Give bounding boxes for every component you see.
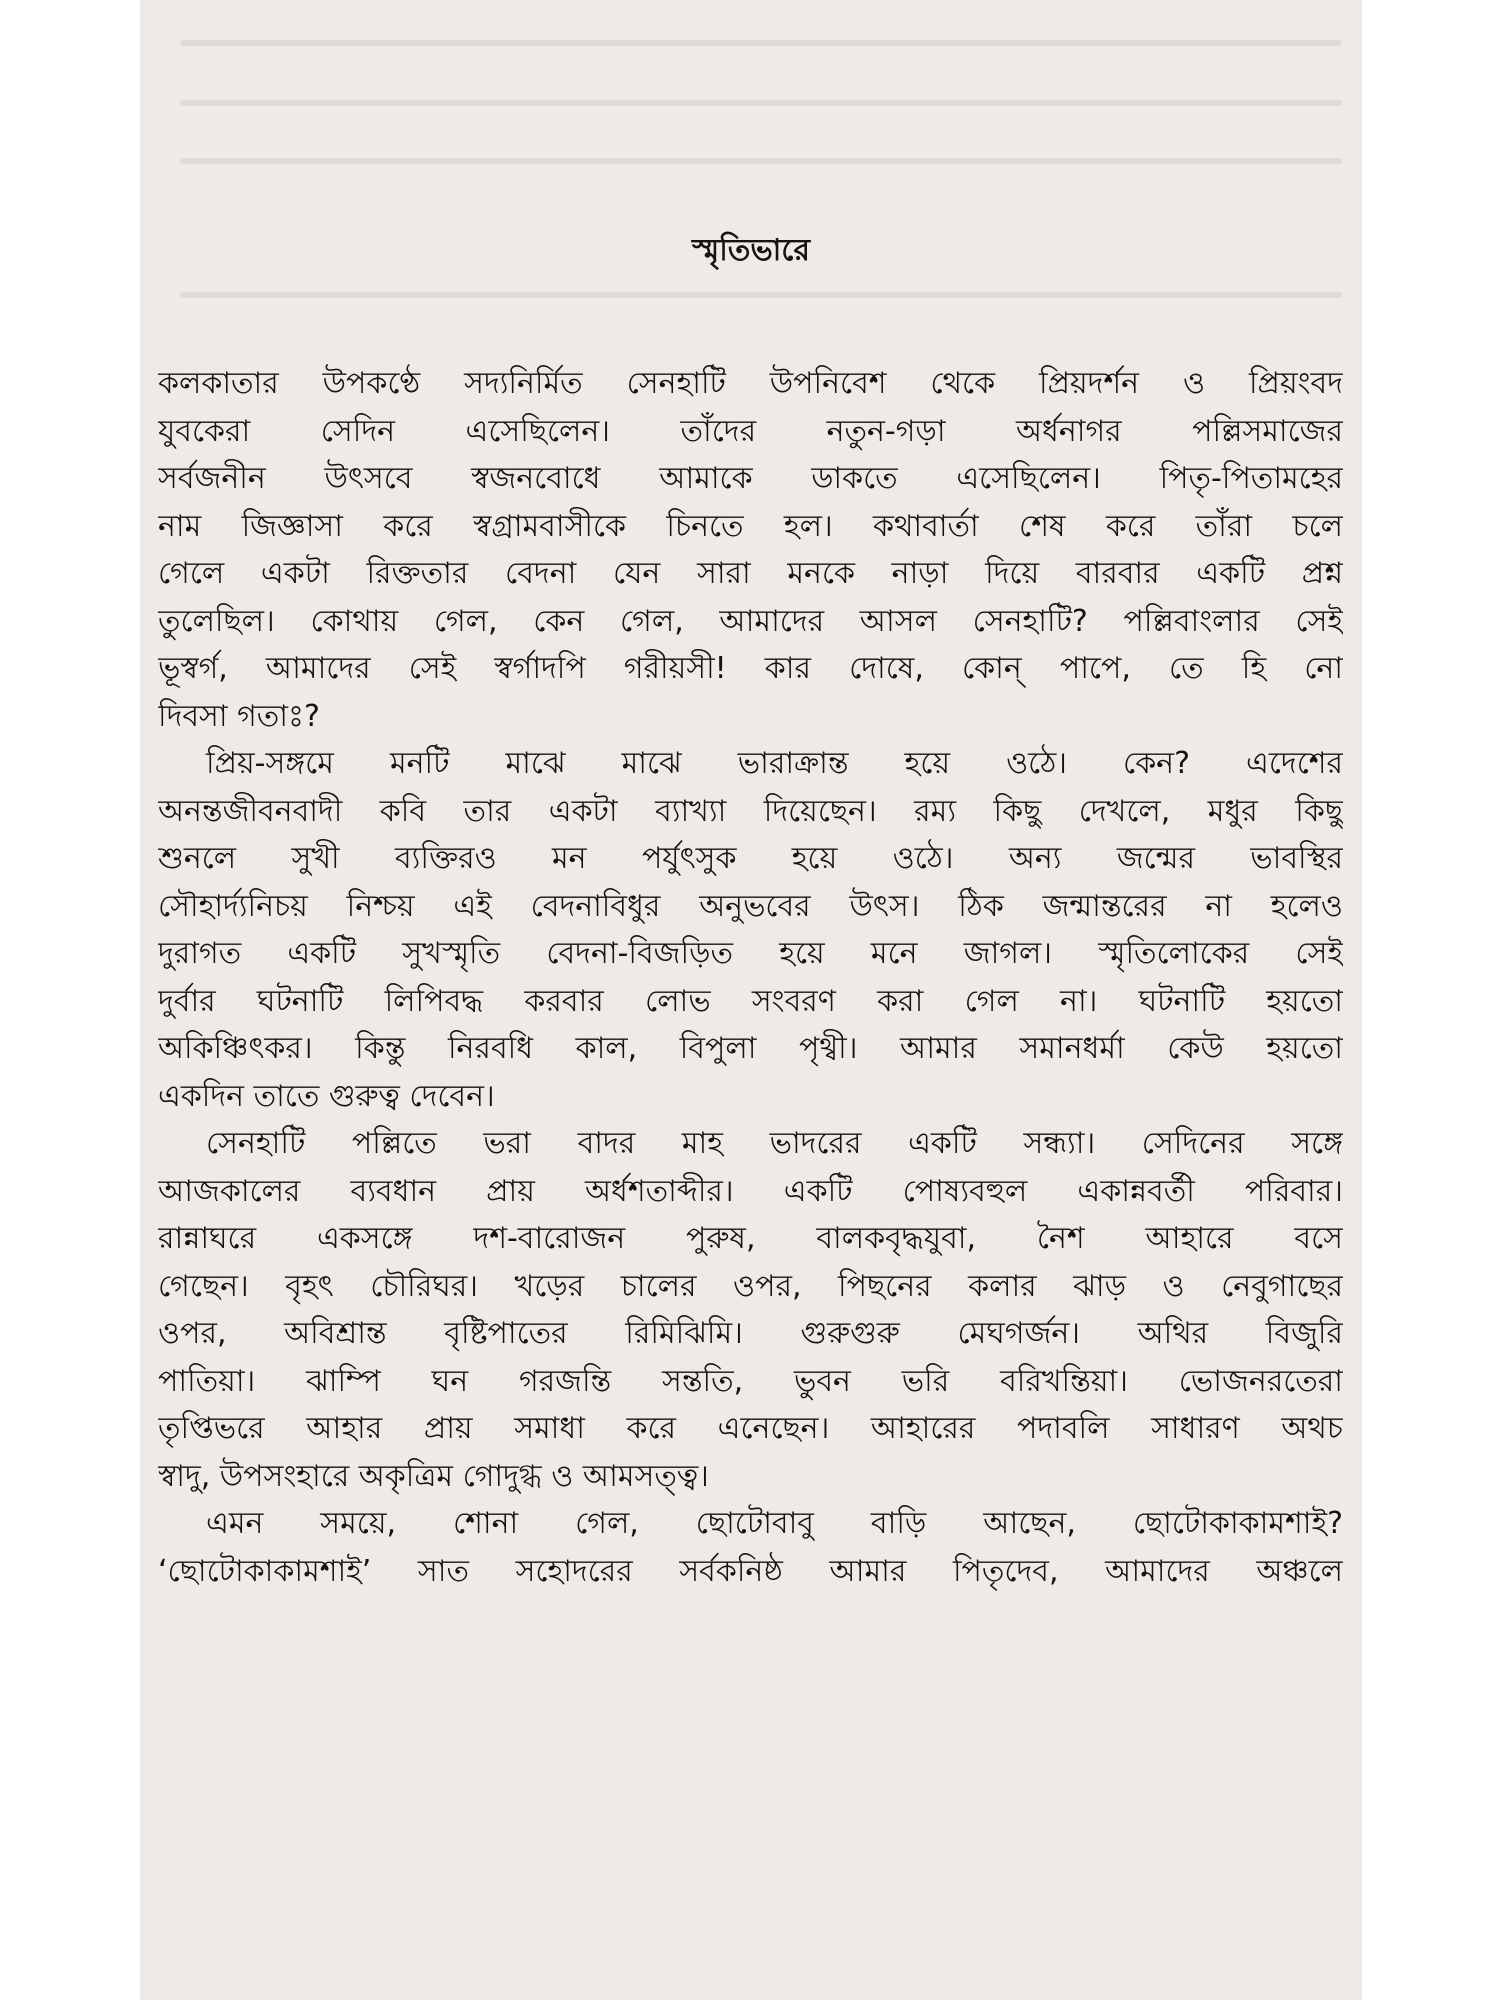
text-line: সর্বজনীন উৎসবে স্বজনবোধে আমাকে ডাকতে এসেছিলেন। পিতৃ-পিতামহের <box>158 461 1343 496</box>
text-line: দিবসা গতাঃ? <box>158 698 320 734</box>
text-line: এমন সময়ে, শোনা গেল, ছোটোবাবু বাড়ি আছেন, ছোটোকাকামশাই? <box>206 1506 1343 1541</box>
text-line: সৌহার্দ্যনিচয় নিশ্চয় এই বেদনাবিধুর অনুভবের উৎস। ঠিক জন্মান্তরের না হলেও <box>158 888 1343 924</box>
text-line: অনন্তজীবনবাদী কবি তার একটা ব্যাখ্যা দিয়েছেন। রম্য কিছু দেখলে, মধুর কিছু <box>158 793 1343 829</box>
text-line: ওপর, অবিশ্রান্ত বৃষ্টিপাতের রিমিঝিমি। গুরুগুরু মেঘগর্জন। অথির বিজুরি <box>158 1316 1343 1351</box>
text-line: তৃপ্তিভরে আহার প্রায় সমাধা করে এনেছেন। আহারের পদাবলি সাধারণ অথচ <box>158 1411 1343 1446</box>
bleed-through-line <box>180 100 1342 106</box>
text-line: দুর্বার ঘটনাটি লিপিবদ্ধ করবার লোভ সংবরণ করা গেল না। ঘটনাটি হয়তো <box>158 983 1343 1019</box>
text-line: পাতিয়া। ঝাম্পি ঘন গরজন্তি সন্ততি, ভুবন ভরি বরিখন্তিয়া। ভোজনরতেরা <box>158 1363 1343 1399</box>
text-line: নাম জিজ্ঞাসা করে স্বগ্রামবাসীকে চিনতে হল। কথাবার্তা শেষ করে তাঁরা চলে <box>158 508 1343 544</box>
text-line: রান্নাঘরে একসঙ্গে দশ-বারোজন পুরুষ, বালকবৃদ্ধযুবা, নৈশ আহারে বসে <box>158 1221 1343 1256</box>
chapter-title: স্মৃতিভারে <box>692 233 810 268</box>
text-line: আজকালের ব্যবধান প্রায় অর্ধশতাব্দীর। একটি পোষ্যবহুল একান্নবর্তী পরিবার। <box>158 1173 1343 1209</box>
bleed-through-line <box>180 40 1342 46</box>
text-line: কলকাতার উপকণ্ঠে সদ্যনির্মিত সেনহাটি উপনিবেশ থেকে প্রিয়দর্শন ও প্রিয়ংবদ <box>158 366 1343 401</box>
text-line: একদিন তাতে গুরুত্ব দেবেন। <box>158 1078 495 1114</box>
text-line: ভূস্বর্গ, আমাদের সেই স্বর্গাদপি গরীয়সী! কার দোষে, কোন্ পাপে, তে হি নো <box>158 651 1343 686</box>
text-line: সেনহাটি পল্লিতে ভরা বাদর মাহ ভাদরের একটি সন্ধ্যা। সেদিনের সঙ্গে <box>206 1126 1343 1161</box>
bleed-through-line <box>180 292 1342 298</box>
text-line: গেলে একটা রিক্ততার বেদনা যেন সারা মনকে নাড়া দিয়ে বারবার একটি প্রশ্ন <box>158 556 1343 591</box>
body-text <box>158 360 1343 1595</box>
book-page <box>140 0 1362 2000</box>
text-line: যুবকেরা সেদিন এসেছিলেন। তাঁদের নতুন-গড়া অর্ধনাগর পল্লিসমাজের <box>158 413 1343 449</box>
text-line: অকিঞ্চিৎকর। কিন্তু নিরবধি কাল, বিপুলা পৃথ্বী। আমার সমানধর্মা কেউ হয়তো <box>158 1031 1343 1066</box>
text-line: শুনলে সুখী ব্যক্তিরও মন পর্যুৎসুক হয়ে ওঠে। অন্য জন্মের ভাবস্থির <box>158 841 1343 876</box>
text-line: ‘ছোটোকাকামশাই’ সাত সহোদরের সর্বকনিষ্ঠ আমার পিতৃদেব, আমাদের অঞ্চলে <box>158 1553 1343 1589</box>
text-line: তুলেছিল। কোথায় গেল, কেন গেল, আমাদের আসল সেনহাটি? পল্লিবাংলার সেই <box>158 603 1343 639</box>
text-line: প্রিয়-সঙ্গমে মনটি মাঝে মাঝে ভারাক্রান্ত হয়ে ওঠে। কেন? এদেশের <box>206 746 1343 781</box>
text-line: স্বাদু, উপসংহারে অকৃত্রিম গোদুগ্ধ ও আমসত্ত্ব। <box>158 1458 709 1494</box>
bleed-through-line <box>180 158 1342 164</box>
text-line: দুরাগত একটি সুখস্মৃতি বেদনা-বিজড়িত হয়ে মনে জাগল। স্মৃতিলোকের সেই <box>158 936 1343 971</box>
text-line: গেছেন। বৃহৎ চৌরিঘর। খড়ের চালের ওপর, পিছনের কলার ঝাড় ও নেবুগাছের <box>158 1268 1343 1304</box>
